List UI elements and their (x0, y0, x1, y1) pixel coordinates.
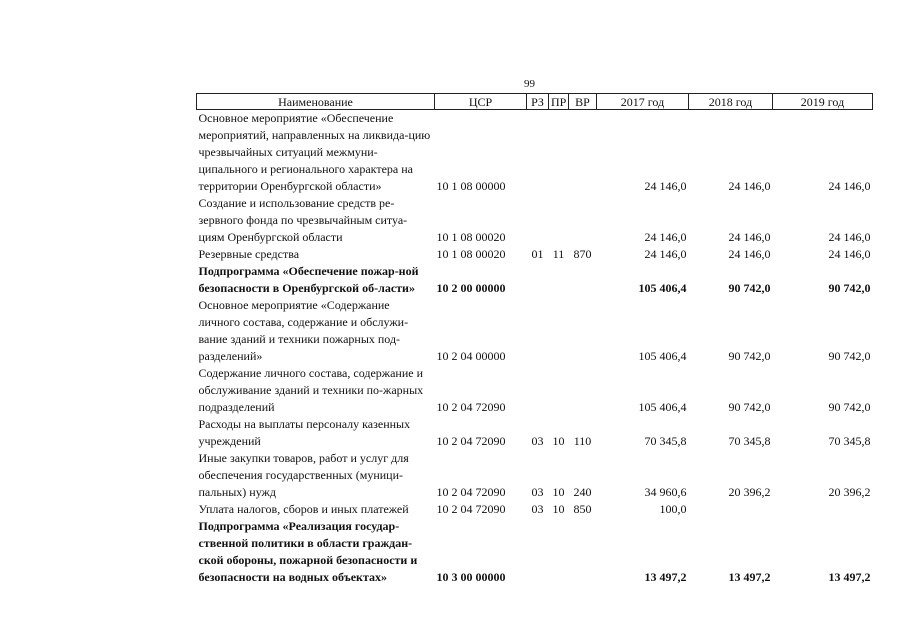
cell-2019: 13 497,2 (828, 570, 871, 584)
cell-2019: 24 146,0 (828, 179, 871, 193)
cell-2018: 24 146,0 (728, 179, 771, 193)
cell-2018: 13 497,2 (728, 570, 771, 584)
cell-2018: 70 345,8 (728, 434, 771, 448)
cell-vr (569, 263, 597, 297)
cell-name: Иные закупки товаров, работ и услуг для обеспечения государственных (муници-пальных) нужд (198, 451, 409, 499)
cell-pr (549, 365, 569, 416)
cell-2017: 105 406,4 (638, 281, 687, 295)
cell-2017: 34 960,6 (644, 485, 687, 499)
cell-2017: 105 406,4 (638, 400, 687, 414)
cell-csr: 10 2 04 72090 (436, 485, 506, 499)
cell-2018: 24 146,0 (728, 230, 771, 244)
table-header-row (197, 94, 873, 110)
table-row (197, 365, 873, 416)
cell-2017: 70 345,8 (644, 434, 687, 448)
cell-2019: 90 742,0 (828, 349, 871, 363)
cell-rz (527, 518, 549, 586)
cell-vr: 110 (573, 434, 592, 448)
table-row (197, 263, 873, 297)
cell-rz: 03 (531, 502, 544, 516)
table-row (197, 450, 873, 501)
table-row (197, 110, 873, 196)
cell-name: Содержание личного состава, содержание и обслуживание зданий и техники по-жарных подразделений (198, 366, 424, 414)
cell-csr: 10 2 04 72090 (436, 502, 506, 516)
cell-vr (569, 518, 597, 586)
cell-2019: 90 742,0 (828, 400, 871, 414)
cell-pr: 10 (552, 485, 565, 499)
cell-name: Основное мероприятие «Обеспечение мероприятий, направленных на ликвида-цию чрезвычайных ситуаций межмуни-ципального и регионального характера на территории Оренбургской области» (198, 111, 431, 193)
cell-name: Резервные средства (198, 247, 300, 261)
cell-2019 (773, 501, 873, 518)
cell-pr: 10 (552, 502, 565, 516)
cell-rz: 01 (531, 247, 544, 261)
cell-vr: 870 (573, 247, 592, 261)
budget-table (196, 93, 873, 586)
cell-2018: 90 742,0 (728, 281, 771, 295)
cell-vr: 240 (573, 485, 592, 499)
cell-name: Создание и использование средств ре-зервного фонда по чрезвычайным ситуа-циям Оренбургской области (198, 196, 408, 244)
cell-rz (527, 195, 549, 246)
cell-name: Расходы на выплаты персоналу казенных учреждений (198, 417, 411, 448)
header-2017: 2017 год (597, 94, 689, 110)
cell-pr (549, 110, 569, 196)
cell-csr: 10 1 08 00020 (436, 247, 506, 261)
cell-2018: 90 742,0 (728, 400, 771, 414)
table-row (197, 246, 873, 263)
cell-2017: 100,0 (659, 502, 687, 516)
cell-pr (549, 195, 569, 246)
cell-csr: 10 2 00 00000 (436, 281, 506, 295)
cell-pr (549, 518, 569, 586)
table-row (197, 501, 873, 518)
header-2019: 2019 год (773, 94, 873, 110)
table-body (197, 110, 873, 587)
header-rz: РЗ (527, 94, 549, 110)
header-csr: ЦСР (435, 94, 527, 110)
cell-2017: 105 406,4 (638, 349, 687, 363)
cell-csr: 10 2 04 72090 (436, 434, 506, 448)
cell-rz (527, 110, 549, 196)
header-name: Наименование (197, 94, 435, 110)
cell-2018 (689, 501, 773, 518)
cell-vr (569, 110, 597, 196)
cell-vr (569, 365, 597, 416)
header-vr: ВР (569, 94, 597, 110)
cell-pr (549, 263, 569, 297)
cell-csr: 10 2 04 72090 (436, 400, 506, 414)
table-row (197, 297, 873, 365)
cell-2018: 20 396,2 (728, 485, 771, 499)
cell-rz (527, 297, 549, 365)
cell-vr: 850 (573, 502, 592, 516)
cell-csr: 10 3 00 00000 (436, 570, 506, 584)
cell-vr (569, 297, 597, 365)
cell-name: Подпрограмма «Обеспечение пожар-ной безопасности в Оренбургской об-ласти» (198, 264, 419, 295)
cell-2017: 24 146,0 (644, 179, 687, 193)
cell-rz (527, 263, 549, 297)
cell-csr: 10 1 08 00000 (436, 179, 506, 193)
table-row (197, 518, 873, 586)
cell-2019: 20 396,2 (828, 485, 871, 499)
cell-2017: 13 497,2 (644, 570, 687, 584)
cell-2019: 90 742,0 (828, 281, 871, 295)
cell-pr: 11 (552, 247, 565, 261)
cell-name: Основное мероприятие «Содержание личного состава, содержание и обслужи-вание зданий и техники пожарных под-разделений» (198, 298, 409, 363)
table-row (197, 416, 873, 450)
cell-2019: 24 146,0 (828, 230, 871, 244)
header-2018: 2018 год (689, 94, 773, 110)
cell-2019: 70 345,8 (828, 434, 871, 448)
cell-vr (569, 195, 597, 246)
cell-name: Подпрограмма «Реализация государ-ственной политики в области граждан-ской обороны, пожарной безопасности и безопасности на водных объектах» (198, 519, 418, 584)
cell-rz: 03 (531, 485, 544, 499)
cell-2017: 24 146,0 (644, 230, 687, 244)
cell-pr: 10 (552, 434, 565, 448)
cell-csr: 10 2 04 00000 (436, 349, 506, 363)
cell-rz (527, 365, 549, 416)
cell-name: Уплата налогов, сборов и иных платежей (198, 502, 409, 516)
page-number: 99 (524, 78, 535, 90)
cell-2019: 24 146,0 (828, 247, 871, 261)
cell-pr (549, 297, 569, 365)
cell-csr: 10 1 08 00020 (436, 230, 506, 244)
header-pr: ПР (549, 94, 569, 110)
cell-2017: 24 146,0 (644, 247, 687, 261)
table-row (197, 195, 873, 246)
cell-2018: 24 146,0 (728, 247, 771, 261)
cell-2018: 90 742,0 (728, 349, 771, 363)
cell-rz: 03 (531, 434, 544, 448)
